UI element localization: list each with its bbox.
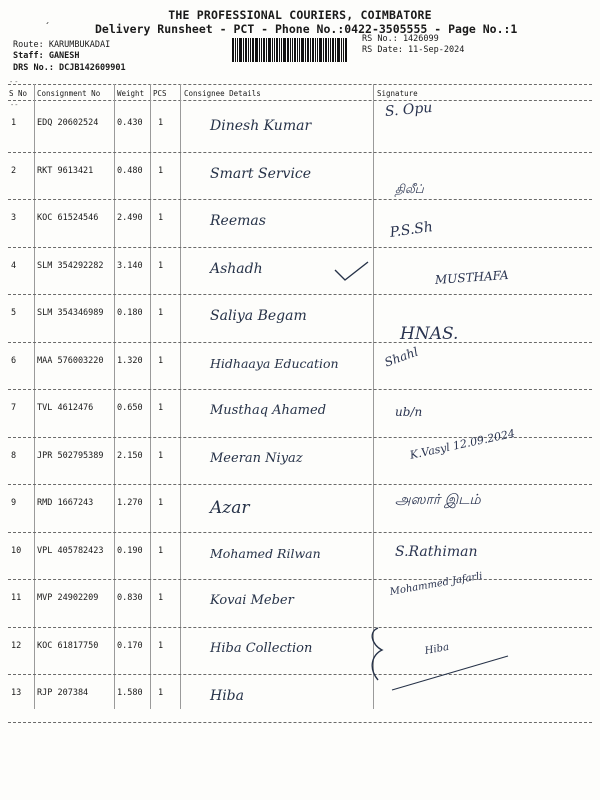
row-pcs: 1	[158, 355, 164, 366]
row-pcs: 1	[158, 593, 164, 603]
row-consignment-no: MAA 576003220	[37, 355, 104, 366]
row-weight: 0.190	[117, 545, 143, 556]
col-header-sno: S No	[9, 89, 28, 98]
check-mark-icon	[335, 262, 368, 280]
company-title: THE PROFESSIONAL COURIERS, COIMBATORE	[168, 8, 432, 22]
staff-label: Staff: GANESH	[13, 51, 80, 61]
row-weight: 0.430	[117, 118, 143, 128]
row-consignment-no: SLM 354292282	[37, 260, 104, 271]
row-sno: 9	[11, 498, 17, 508]
row-signature: K.Vasyl 12.09.2024	[408, 426, 517, 462]
row-consignment-no: RJP 207384	[37, 688, 89, 698]
row-weight: 0.830	[117, 593, 143, 603]
row-pcs: 1	[158, 688, 164, 698]
row-weight: 0.180	[117, 308, 143, 318]
row-consignee: Hidhaaya Education	[210, 355, 339, 371]
row-signature: Shahl	[382, 344, 420, 370]
col-header-signature: Signature	[377, 89, 418, 98]
row-pcs: 1	[158, 213, 164, 223]
row-sno: 13	[11, 688, 22, 698]
rs-date: RS Date: 11-Sep-2024	[362, 45, 465, 55]
row-pcs: 1	[158, 403, 164, 413]
row-sno: 2	[11, 165, 17, 176]
signature-stroke	[392, 656, 508, 690]
row-consignment-no: VPL 405782423	[37, 545, 104, 556]
row-pcs: 1	[158, 118, 164, 128]
row-consignment-no: RKT 9613421	[37, 165, 94, 176]
row-signature: HNAS.	[400, 324, 459, 344]
row-consignee: Dinesh Kumar	[210, 118, 312, 134]
row-pcs: 1	[158, 640, 164, 651]
row-sno: 4	[11, 260, 17, 271]
row-marker: --	[10, 101, 19, 109]
row-consignment-no: KOC 61817750	[37, 640, 99, 651]
col-header-weight: Weight	[117, 89, 145, 98]
row-sno: 3	[11, 213, 17, 223]
row-sno: 11	[11, 593, 22, 603]
row-consignee: Kovai Meber	[210, 593, 294, 608]
row-consignee: Hiba Collection	[210, 640, 313, 656]
row-sno: 6	[11, 355, 17, 366]
row-pcs: 1	[158, 308, 164, 318]
row-consignee: Hiba	[210, 688, 244, 704]
row-consignee: Ashadh	[210, 260, 263, 277]
row-weight: 3.140	[117, 260, 143, 271]
row-signature: MUSTHAFA	[434, 267, 510, 287]
row-consignee: Reemas	[210, 213, 266, 229]
row-weight: 1.320	[117, 355, 143, 366]
row-pcs: 1	[158, 165, 164, 176]
row-weight: 2.150	[117, 450, 143, 461]
row-weight: 0.170	[117, 640, 143, 651]
row-weight: 0.480	[117, 165, 143, 176]
row-consignee: Azar	[210, 498, 250, 518]
row-signature: P.S.Sh	[388, 219, 434, 241]
row-consignee: Mohamed Rilwan	[210, 545, 321, 561]
row-pcs: 1	[158, 545, 164, 556]
row-consignment-no: SLM 354346989	[37, 308, 104, 318]
row-consignment-no: RMD 1667243	[37, 498, 94, 508]
drs-number: DRS No.: DCJB142609901	[13, 63, 126, 73]
row-sno: 1	[11, 118, 17, 128]
top-note: --	[9, 78, 20, 86]
row-consignment-no: TVL 4612476	[37, 403, 94, 413]
row-pcs: 1	[158, 450, 164, 461]
row-signature: Hiba	[424, 641, 450, 657]
row-pcs: 1	[158, 498, 164, 508]
row-sno: 5	[11, 308, 17, 318]
row-pcs: 1	[158, 260, 164, 271]
row-consignment-no: MVP 24902209	[37, 593, 99, 603]
row-signature: Mohammed Jafarli	[389, 570, 484, 598]
brace-icon	[372, 628, 382, 680]
row-consignee: Meeran Niyaz	[210, 450, 303, 466]
row-consignee: Saliya Begam	[210, 308, 307, 324]
row-sno: 8	[11, 450, 17, 461]
row-weight: 1.270	[117, 498, 143, 508]
row-signature: அஸார் இடம்	[395, 492, 481, 508]
runsheet-title: Delivery Runsheet - PCT - Phone No.:0422-3505555 - Page No.:1	[95, 22, 518, 36]
row-sno: 12	[11, 640, 22, 651]
row-consignee: Musthaq Ahamed	[210, 403, 327, 418]
col-header-pcs: PCS	[153, 89, 167, 98]
route-label: Route: KARUMBUKADAI	[13, 40, 111, 50]
row-signature: S.Rathiman	[395, 543, 478, 560]
row-signature: S. Opu	[384, 99, 433, 120]
row-weight: 1.580	[117, 688, 143, 698]
row-consignment-no: KOC 61524546	[37, 213, 99, 223]
row-consignment-no: JPR 502795389	[37, 450, 104, 461]
row-sno: 10	[11, 545, 22, 556]
row-weight: 0.650	[117, 403, 143, 413]
row-consignee: Smart Service	[210, 165, 312, 182]
rs-number: RS No.: 1426099	[362, 34, 439, 44]
col-header-consignee: Consignee Details	[184, 89, 261, 98]
row-signature: ub/n	[395, 405, 423, 419]
row-sno: 7	[11, 403, 17, 413]
col-header-consignment: Consignment No	[37, 89, 101, 98]
tick-mark: ´	[44, 22, 51, 33]
row-consignment-no: EDQ 20602524	[37, 118, 99, 128]
row-signature: திலீப்	[395, 181, 424, 196]
row-weight: 2.490	[117, 213, 143, 223]
